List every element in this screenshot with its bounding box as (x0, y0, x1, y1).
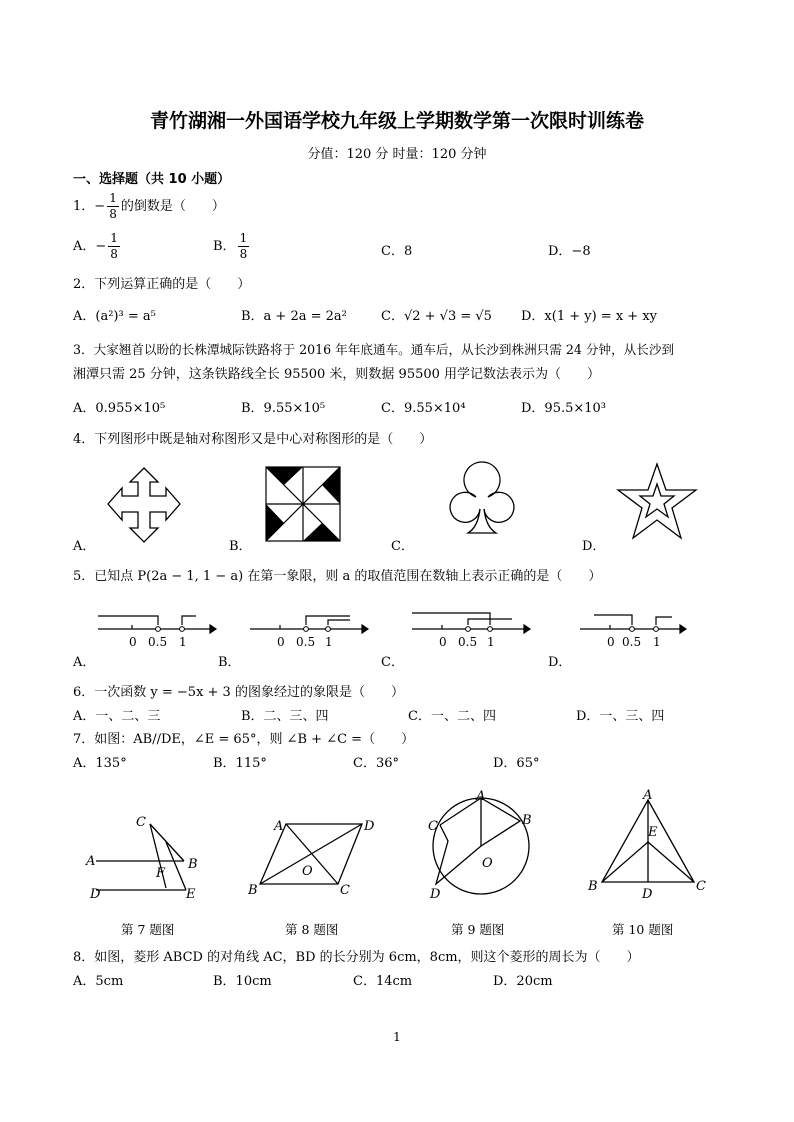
q5-option-a[interactable]: A． (73, 655, 96, 670)
q3-option-b[interactable]: B．9.55×10⁵ (241, 401, 326, 416)
q1-sign: − (94, 199, 106, 214)
q5-b-tick-05: 0.5 (296, 635, 316, 649)
fig8-label-a: A (274, 819, 284, 834)
q2-option-b[interactable]: B．a + 2a = 2a² (241, 309, 347, 324)
q4-figure-star (616, 462, 698, 540)
figure-9-caption: 第 9 题图 (451, 922, 505, 937)
q4-option-a[interactable]: A． (73, 539, 96, 554)
q5-d-tick-05: 0.5 (622, 635, 642, 649)
q1-option-b-label: B． (213, 239, 236, 254)
q1-option-b[interactable] (213, 231, 251, 262)
q4-figure-pinwheel (264, 465, 342, 543)
fig7-label-e: E (186, 887, 196, 902)
q8-option-c[interactable]: C．14cm (353, 974, 413, 989)
question-7-stem: 7．如图：AB//DE，∠E = 65°，则 ∠B + ∠C =（ ） (73, 732, 415, 747)
q3-option-a[interactable]: A．0.955×10⁵ (73, 401, 166, 416)
figure-8 (244, 812, 379, 902)
question-3-line-1: 3．大家翘首以盼的长株潭城际铁路将于 2016 年年底通车。通车后，从长沙到株洲只需 24 分钟，从长沙到 (73, 342, 675, 357)
section-heading: 一、选择题（共 10 小题） (73, 172, 231, 187)
q1-option-a-sign: − (95, 239, 107, 254)
figure-10-caption: 第 10 题图 (612, 922, 674, 937)
page-subtitle: 分值：120 分 时量：120 分钟 (307, 147, 487, 162)
q5-d-tick-0: 0 (607, 635, 615, 649)
q5-a-tick-1: 1 (179, 635, 187, 649)
fig7-label-b: B (188, 857, 198, 872)
q7-option-a[interactable]: A．135° (73, 756, 127, 771)
fig9-label-a: A (476, 789, 486, 804)
fig10-label-d: D (642, 887, 653, 902)
fig7-label-f: F (156, 866, 166, 881)
fig8-label-b: B (248, 883, 258, 898)
q1-option-d[interactable]: D．−8 (548, 244, 591, 259)
question-8-stem: 8．如图，菱形 ABCD 的对角线 AC，BD 的长分别为 6cm，8cm，则这个菱形的周长为（ ） (73, 950, 640, 965)
q5-option-c[interactable]: C． (381, 655, 404, 670)
question-1-stem (73, 191, 225, 222)
figure-7 (82, 810, 212, 905)
q5-c-tick-1: 1 (487, 635, 495, 649)
q7-option-b[interactable]: B．115° (213, 756, 267, 771)
question-6-stem: 6．一次函数 y = −5x + 3 的图象经过的象限是（ ） (73, 685, 404, 700)
q4-option-d[interactable]: D． (582, 539, 606, 554)
q4-option-c[interactable]: C． (391, 539, 414, 554)
q5-a-tick-0: 0 (129, 635, 137, 649)
q5-number-line-a (98, 605, 218, 651)
question-2-stem: 2．下列运算正确的是（ ） (73, 277, 251, 292)
page-title: 青竹湖湘一外国语学校九年级上学期数学第一次限时训练卷 (149, 110, 644, 132)
fig10-label-b: B (588, 879, 598, 894)
figure-10 (584, 786, 709, 906)
q5-d-tick-1: 1 (653, 635, 661, 649)
q4-figure-club (442, 457, 522, 537)
figure-8-caption: 第 8 题图 (285, 922, 339, 937)
q2-option-a[interactable]: A．(a²)³ = a⁵ (73, 309, 156, 324)
fig10-label-c: C (696, 879, 706, 894)
figure-9 (424, 788, 539, 904)
q1-option-c[interactable]: C．8 (381, 244, 413, 259)
question-4-stem: 4．下列图形中既是轴对称图形又是中心对称图形的是（ ） (73, 432, 433, 447)
q2-option-c[interactable]: C．√2 + √3 = √5 (381, 309, 492, 324)
fig9-label-o: O (482, 856, 493, 871)
q1-fraction-numerator: 1 (109, 191, 117, 205)
q5-number-line-b (250, 605, 370, 651)
q5-a-tick-05: 0.5 (148, 635, 168, 649)
q1-stem-text: 的倒数是（ ） (120, 199, 225, 214)
q1-option-b-fraction (238, 231, 250, 262)
fig8-label-o: O (302, 864, 313, 879)
question-5-stem: 5．已知点 P(2a − 1, 1 − a) 在第一象限，则 a 的取值范围在数轴上表示正确的是（ ） (73, 569, 602, 584)
q3-option-c[interactable]: C．9.55×10⁴ (381, 401, 466, 416)
figure-7-caption: 第 7 题图 (121, 922, 175, 937)
q5-option-d[interactable]: D． (548, 655, 572, 670)
q6-option-d[interactable]: D．一、三、四 (576, 709, 665, 724)
q4-option-b[interactable]: B． (229, 539, 252, 554)
q7-option-d[interactable]: D．65° (493, 756, 540, 771)
q5-number-line-d (580, 605, 700, 651)
page-number: 1 (393, 1030, 401, 1044)
q1-option-a-denominator: 8 (110, 247, 118, 261)
q6-option-a[interactable]: A．一、二、三 (73, 709, 161, 724)
q3-option-d[interactable]: D．95.5×10³ (521, 401, 607, 416)
q1-fraction-denominator: 8 (109, 207, 117, 221)
q5-b-tick-0: 0 (277, 635, 285, 649)
q4-figure-arrows (104, 466, 184, 546)
q1-option-a[interactable] (73, 231, 122, 262)
q1-option-a-fraction (108, 231, 120, 262)
q8-option-b[interactable]: B．10cm (213, 974, 272, 989)
fig7-label-a: A (86, 854, 96, 869)
fig10-label-a: A (643, 788, 653, 803)
q1-option-b-numerator: 1 (239, 231, 248, 245)
fig9-label-d: D (430, 887, 441, 902)
q5-option-b[interactable]: B． (218, 655, 241, 670)
q8-option-d[interactable]: D．20cm (493, 974, 553, 989)
fig10-label-e: E (648, 825, 658, 840)
q2-option-d[interactable]: D．x(1 + y) = x + xy (521, 309, 657, 324)
q8-option-a[interactable]: A．5cm (73, 974, 124, 989)
fig9-label-b: B (522, 813, 532, 828)
fig9-label-c: C (428, 819, 438, 834)
q5-c-tick-05: 0.5 (458, 635, 478, 649)
q1-number: 1． (73, 199, 95, 214)
q1-option-a-label: A． (73, 239, 96, 254)
q5-c-tick-0: 0 (439, 635, 447, 649)
q5-number-line-c (412, 605, 532, 651)
question-3-line-2: 湘潭只需 25 分钟，这条铁路线全长 95500 米，则数据 95500 用学记数法表示为（ ） (73, 367, 601, 382)
q7-option-c[interactable]: C．36° (353, 756, 399, 771)
fig8-label-c: C (340, 883, 350, 898)
q1-option-a-numerator: 1 (110, 231, 118, 245)
fig7-label-d: D (90, 887, 101, 902)
q5-b-tick-1: 1 (325, 635, 333, 649)
fig7-label-c: C (136, 815, 146, 830)
q6-option-b[interactable]: B．二、三、四 (241, 709, 329, 724)
q1-option-b-denominator: 8 (239, 247, 248, 261)
fig8-label-d: D (364, 819, 375, 834)
q6-option-c[interactable]: C．一、二、四 (408, 709, 496, 724)
q1-fraction (107, 191, 119, 222)
